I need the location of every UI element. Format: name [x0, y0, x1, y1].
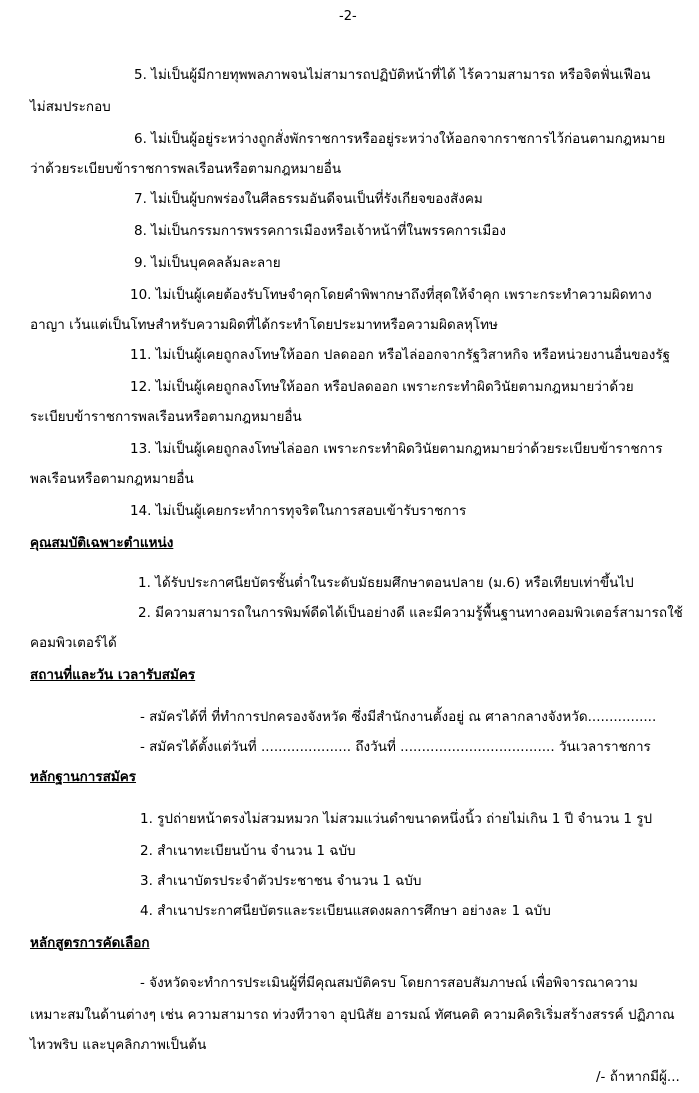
list-item-8: 8. ไม่เป็นกรรมการพรรคการเมืองหรือเจ้าหน้าที่ในพรรคการเมือง — [134, 223, 506, 239]
selection-line1: - จังหวัดจะทำการประเมินผู้ที่มีคุณสมบัติครบ โดยการสอบสัมภาษณ์ เพื่อพิจารณาความ — [140, 975, 638, 991]
list-item-14: 14. ไม่เป็นผู้เคยกระทำการทุจริตในการสอบเข้ารับราชการ — [130, 503, 467, 519]
list-item-12-line2: ระเบียบข้าราชการพลเรือนหรือตามกฎหมายอื่น — [30, 409, 302, 425]
heading-selection-method: หลักสูตรการคัดเลือก — [30, 935, 150, 951]
heading-position-qualifications: คุณสมบัติเฉพาะตำแหน่ง — [30, 535, 174, 551]
continuation-note: /- ถ้าหากมีผู้... — [596, 1069, 680, 1085]
page-number: -2- — [339, 9, 357, 24]
list-item-7: 7. ไม่เป็นผู้บกพร่องในศีลธรรมอันดีจนเป็นที่รังเกียจของสังคม — [134, 191, 483, 207]
application-date-line: - สมัครได้ตั้งแต่วันที่ ..................... ถึงวันที่ .................................... วันเวลาราชการ — [140, 739, 651, 755]
qualification-item-2-line1: 2. มีความสามารถในการพิมพ์ดีดได้เป็นอย่างดี และมีความรู้พื้นฐานทางคอมพิวเตอร์สามารถใช้ — [138, 605, 683, 621]
evidence-item-1: 1. รูปถ่ายหน้าตรงไม่สวมหมวก ไม่สวมแว่นดำขนาดหนึ่งนิ้ว ถ่ายไม่เกิน 1 ปี จำนวน 1 รูป — [140, 811, 653, 827]
evidence-item-2: 2. สำเนาทะเบียนบ้าน จำนวน 1 ฉบับ — [140, 843, 356, 859]
list-item-11: 11. ไม่เป็นผู้เคยถูกลงโทษให้ออก ปลดออก หรือไล่ออกจากรัฐวิสาหกิจ หรือหน่วยงานอื่นของรัฐ — [130, 347, 671, 363]
list-item-5-line2: ไม่สมประกอบ — [30, 99, 111, 115]
list-item-9: 9. ไม่เป็นบุคคลล้มละลาย — [134, 255, 281, 271]
list-item-13-line2: พลเรือนหรือตามกฎหมายอื่น — [30, 471, 194, 487]
qualification-item-2-line2: คอมพิวเตอร์ได้ — [30, 635, 117, 651]
selection-line3: ไหวพริบ และบุคลิกภาพเป็นต้น — [30, 1037, 207, 1053]
list-item-10-line2: อาญา เว้นแต่เป็นโทษสำหรับความผิดที่ได้กระทำโดยประมาทหรือความผิดลหุโทษ — [30, 317, 498, 333]
list-item-12-line1: 12. ไม่เป็นผู้เคยถูกลงโทษให้ออก หรือปลดออก เพราะกระทำผิดวินัยตามกฎหมายว่าด้วย — [130, 379, 634, 395]
evidence-item-4: 4. สำเนาประกาศนียบัตรและระเบียนแสดงผลการศึกษา อย่างละ 1 ฉบับ — [140, 903, 551, 919]
list-item-6-line1: 6. ไม่เป็นผู้อยู่ระหว่างถูกสั่งพักราชการหรืออยู่ระหว่างให้ออกจากราชการไว้ก่อนตามกฎหมาย — [134, 131, 666, 147]
evidence-item-3: 3. สำเนาบัตรประจำตัวประชาชน จำนวน 1 ฉบับ — [140, 873, 422, 889]
list-item-10-line1: 10. ไม่เป็นผู้เคยต้องรับโทษจำคุกโดยคำพิพากษาถึงที่สุดให้จำคุก เพราะกระทำความผิดทาง — [130, 287, 652, 303]
heading-application-place: สถานที่และวัน เวลารับสมัคร — [30, 667, 196, 683]
qualification-item-1: 1. ได้รับประกาศนียบัตรชั้นต่ำในระดับมัธยมศึกษาตอนปลาย (ม.6) หรือเทียบเท่าขึ้นไป — [138, 575, 634, 591]
application-place-line: - สมัครได้ที่ ที่ทำการปกครองจังหวัด ซึ่งมีสำนักงานตั้งอยู่ ณ ศาลากลางจังหวัด................ — [140, 709, 657, 725]
list-item-13-line1: 13. ไม่เป็นผู้เคยถูกลงโทษไล่ออก เพราะกระทำผิดวินัยตามกฎหมายว่าด้วยระเบียบข้าราชการ — [130, 441, 663, 457]
list-item-6-line2: ว่าด้วยระเบียบข้าราชการพลเรือนหรือตามกฎหมายอื่น — [30, 161, 342, 177]
list-item-5-line1: 5. ไม่เป็นผู้มีกายทุพพลภาพจนไม่สามารถปฏิบัติหน้าที่ได้ ไร้ความสามารถ หรือจิตฟั่นเฟือน — [134, 67, 651, 83]
selection-line2: เหมาะสมในด้านต่างๆ เช่น ความสามารถ ท่วงทีวาจา อุปนิสัย อารมณ์ ทัศนคติ ความคิดริเริ่มสร้างสรรค์ ปฏิภาณ — [30, 1007, 675, 1023]
heading-application-evidence: หลักฐานการสมัคร — [30, 769, 137, 785]
